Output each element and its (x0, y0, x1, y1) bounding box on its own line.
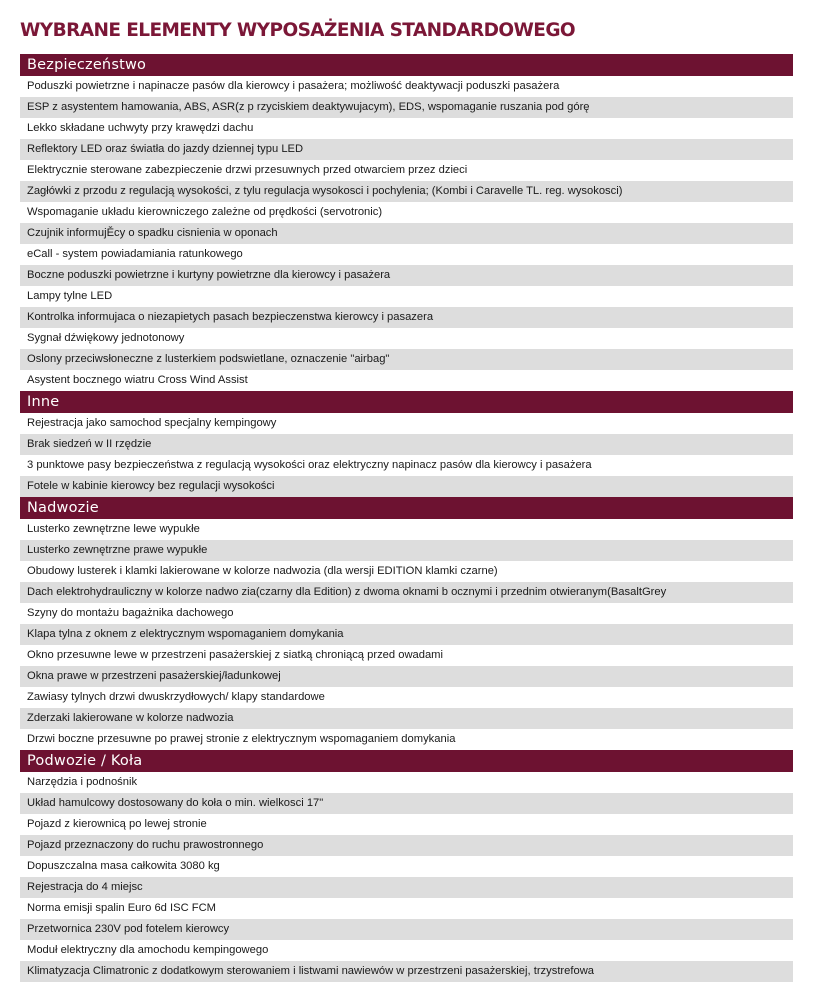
list-item: Elektrycznie sterowane zabezpieczenie drzwi przesuwnych przed otwarciem przez dzieci (20, 160, 793, 181)
list-item: Oslony przeciwsłoneczne z lusterkiem podswietlane, oznaczenie "airbag" (20, 349, 793, 370)
list-item: Norma emisji spalin Euro 6d ISC FCM (20, 898, 793, 919)
list-item: Klimatyzacja Climatronic z dodatkowym sterowaniem i listwami nawiewów w przestrzeni pasażerskiej, trzystrefowa (20, 961, 793, 982)
list-item: Czujnik informujĚcy o spadku cisnienia w oponach (20, 223, 793, 244)
list-item: Obudowy lusterek i klamki lakierowane w kolorze nadwozia (dla wersji EDITION klamki czarne) (20, 561, 793, 582)
list-item: Boczne poduszki powietrzne i kurtyny powietrzne dla kierowcy i pasażera (20, 265, 793, 286)
list-item: Fotele w kabinie kierowcy bez regulacji wysokości (20, 476, 793, 497)
list-item: Reflektory LED oraz światła do jazdy dziennej typu LED (20, 139, 793, 160)
list-item: Szyny do montażu bagażnika dachowego (20, 603, 793, 624)
list-item: Lusterko zewnętrzne prawe wypukłe (20, 540, 793, 561)
list-item: Asystent bocznego wiatru Cross Wind Assist (20, 370, 793, 391)
list-item: Lampy tylne LED (20, 286, 793, 307)
page-title: WYBRANE ELEMENTY WYPOSAŻENIA STANDARDOWEGO (20, 20, 576, 41)
section-4 (20, 750, 793, 982)
list-item: Okna prawe w przestrzeni pasażerskiej/ładunkowej (20, 666, 793, 687)
list-item: 3 punktowe pasy bezpieczeństwa z regulacją wysokości oraz elektryczny napinacz pasów dla kierowcy i pasażera (20, 455, 793, 476)
list-item: Moduł elektryczny dla amochodu kempingowego (20, 940, 793, 961)
list-item: ESP z asystentem hamowania, ABS, ASR(z p rzyciskiem deaktywujacym), EDS, wspomaganie ruszania pod górę (20, 97, 793, 118)
section-header: Inne (20, 391, 793, 413)
list-item: Zderzaki lakierowane w kolorze nadwozia (20, 708, 793, 729)
list-item: eCall - system powiadamiania ratunkowego (20, 244, 793, 265)
list-item: Lekko składane uchwyty przy krawędzi dachu (20, 118, 793, 139)
section-1 (20, 54, 793, 391)
list-item: Rejestracja jako samochod specjalny kempingowy (20, 413, 793, 434)
section-2 (20, 391, 793, 497)
list-item: Sygnał dźwiękowy jednotonowy (20, 328, 793, 349)
list-item: Wspomaganie układu kierowniczego zależne od prędkości (servotronic) (20, 202, 793, 223)
list-item: Okno przesuwne lewe w przestrzeni pasażerskiej z siatką chroniącą przed owadami (20, 645, 793, 666)
list-item: Dach elektrohydrauliczny w kolorze nadwo zia(czarny dla Edition) z dwoma oknami b ocznymi i przednim otwieranym(BasaltGrey (20, 582, 793, 603)
list-item: Przetwornica 230V pod fotelem kierowcy (20, 919, 793, 940)
list-item: Pojazd z kierownicą po lewej stronie (20, 814, 793, 835)
list-item: Rejestracja do 4 miejsc (20, 877, 793, 898)
list-item: Klapa tylna z oknem z elektrycznym wspomaganiem domykania (20, 624, 793, 645)
section-header: Bezpieczeństwo (20, 54, 793, 76)
list-item: Zawiasy tylnych drzwi dwuskrzydłowych/ klapy standardowe (20, 687, 793, 708)
equipment-sections (20, 54, 793, 982)
section-3 (20, 497, 793, 750)
section-header: Nadwozie (20, 497, 793, 519)
list-item: Drzwi boczne przesuwne po prawej stronie z elektrycznym wspomaganiem domykania (20, 729, 793, 750)
list-item: Dopuszczalna masa całkowita 3080 kg (20, 856, 793, 877)
list-item: Lusterko zewnętrzne lewe wypukłe (20, 519, 793, 540)
list-item: Narzędzia i podnośnik (20, 772, 793, 793)
list-item: Pojazd przeznaczony do ruchu prawostronnego (20, 835, 793, 856)
list-item: Brak siedzeń w II rzędzie (20, 434, 793, 455)
list-item: Zagłówki z przodu z regulacją wysokości, z tylu regulacja wysokosci i pochylenia; (Kombi i Caravelle TL. reg. wysokosci) (20, 181, 793, 202)
list-item: Układ hamulcowy dostosowany do koła o min. wielkosci 17" (20, 793, 793, 814)
list-item: Kontrolka informujaca o niezapietych pasach bezpieczenstwa kierowcy i pasazera (20, 307, 793, 328)
list-item: Poduszki powietrzne i napinacze pasów dla kierowcy i pasażera; możliwość deaktywacji poduszki pasażera (20, 76, 793, 97)
section-header: Podwozie / Koła (20, 750, 793, 772)
